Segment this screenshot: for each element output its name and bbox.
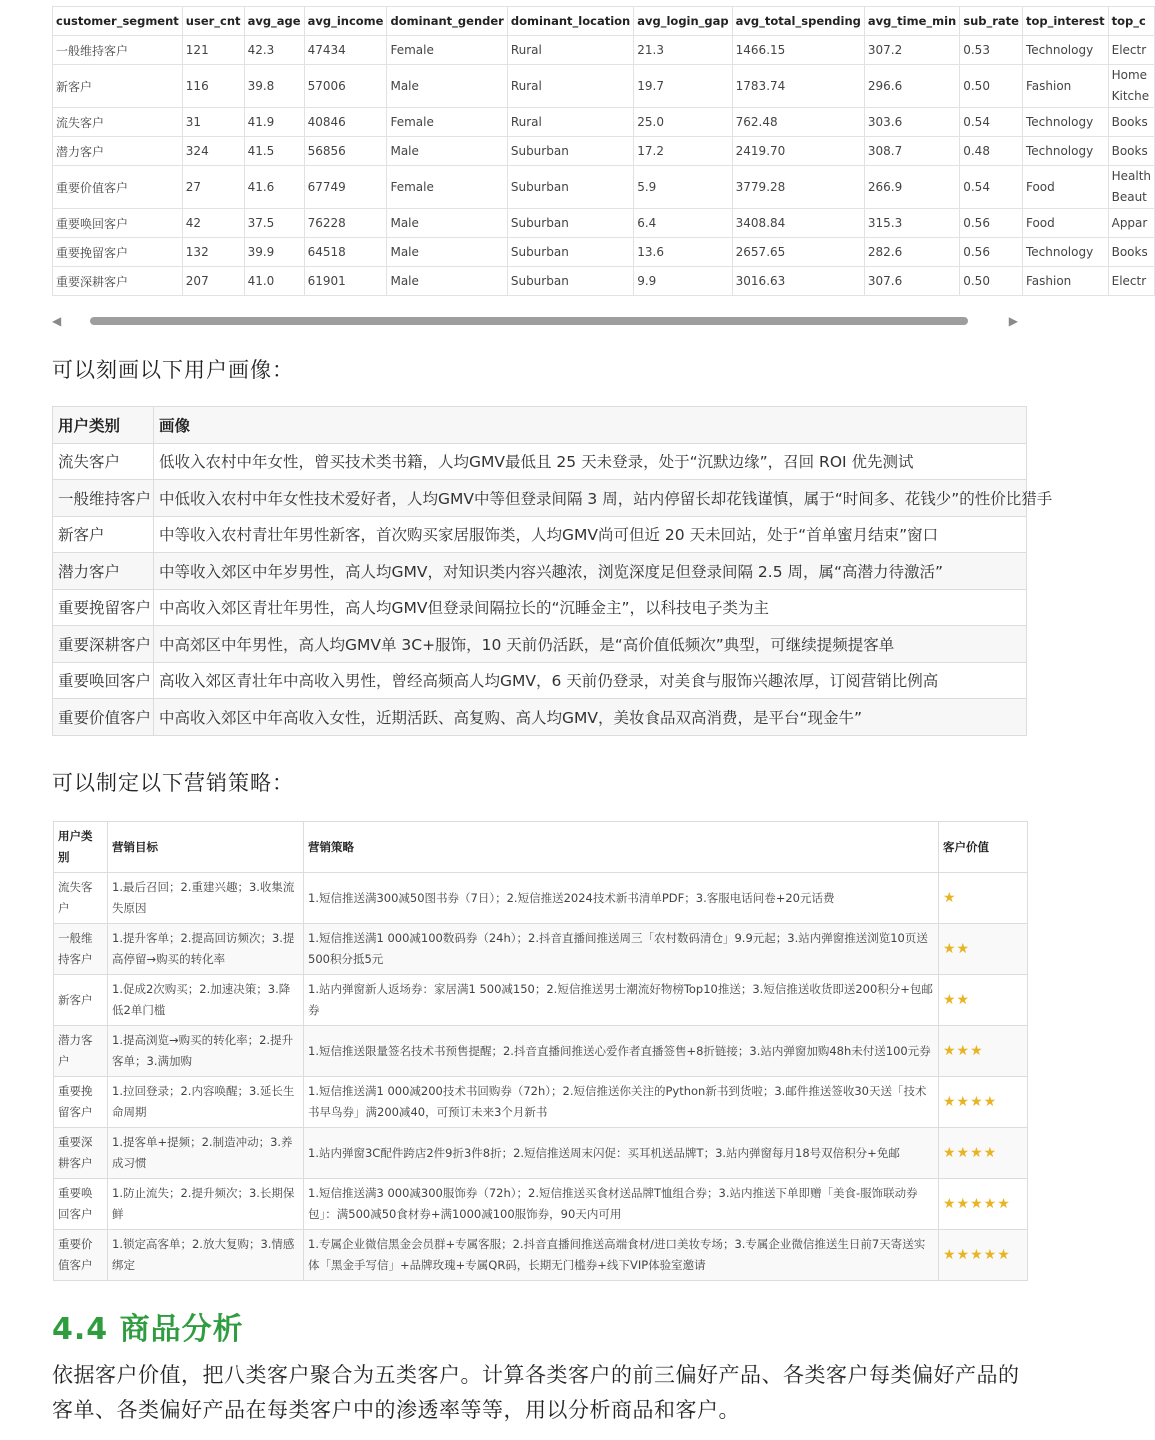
dataframe-row: [53, 108, 1155, 137]
triangle-right-icon[interactable]: ▶: [1008, 314, 1018, 328]
dataframe-cell: 9.9: [634, 267, 732, 296]
scrollbar-track[interactable]: [70, 317, 1006, 325]
dataframe-cell: 76228: [304, 209, 387, 238]
dataframe-cell: 2657.65: [732, 238, 864, 267]
dataframe-header-cell: top_interest: [1022, 7, 1108, 36]
star-rating-icon: ★★: [943, 991, 971, 1008]
triangle-left-icon[interactable]: ◀: [52, 314, 62, 328]
strategy-header-row: [54, 822, 1028, 873]
dataframe-cell: Suburban: [507, 238, 633, 267]
dataframe-cell: Electr: [1108, 267, 1154, 296]
dataframe-cell: Electr: [1108, 36, 1154, 65]
dataframe-cell: Female: [387, 166, 507, 209]
dataframe-cell: Female: [387, 36, 507, 65]
portrait-row: [53, 443, 1027, 480]
dataframe-cell: 重要价值客户: [53, 166, 183, 209]
strategy-category-cell: 重要深耕客户: [54, 1128, 108, 1179]
dataframe-cell: Male: [387, 209, 507, 238]
strategy-header-strategy: 营销策略: [304, 822, 939, 873]
dataframe-cell: 重要挽留客户: [53, 238, 183, 267]
dataframe-cell: 42.3: [244, 36, 304, 65]
dataframe-cell: 17.2: [634, 137, 732, 166]
dataframe-cell: 41.6: [244, 166, 304, 209]
dataframe-cell: 3016.63: [732, 267, 864, 296]
dataframe-cell: Female: [387, 108, 507, 137]
dataframe-cell-line: Health: [1111, 169, 1152, 183]
strategy-description-cell: 1.站内弹窗3C配件跨店2件9折3件8折；2.短信推送周末闪促：买耳机送品牌T；3.站内弹窗每月18号双倍积分+免邮: [304, 1128, 939, 1179]
dataframe-cell: 流失客户: [53, 108, 183, 137]
strategy-header-category: 用户类别: [54, 822, 108, 873]
star-rating-icon: ★★★: [943, 1042, 984, 1059]
strategy-category-cell: 一般维持客户: [54, 924, 108, 975]
dataframe-cell: 39.9: [244, 238, 304, 267]
dataframe-header-cell: user_cnt: [182, 7, 244, 36]
dataframe-cell: 41.0: [244, 267, 304, 296]
dataframe-cell: [1108, 65, 1154, 108]
dataframe-cell: 762.48: [732, 108, 864, 137]
portrait-row: [53, 516, 1027, 553]
portrait-description-cell: 中等收入农村青壮年男性新客，首次购买家居服饰类，人均GMV尚可但近 20 天未回站，处于“首单蜜月结束”窗口: [154, 516, 1027, 553]
dataframe-cell: 13.6: [634, 238, 732, 267]
portrait-row: [53, 553, 1027, 590]
dataframe-header-cell: top_c: [1108, 7, 1154, 36]
portrait-description-cell: 高收入郊区青壮年中高收入男性，曾经高频高人均GMV，6 天前仍登录，对美食与服饰兴趣浓厚，订阅营销比例高: [154, 662, 1027, 699]
portrait-category-cell: 一般维持客户: [53, 480, 154, 517]
section-paragraph: 依据客户价值，把八类客户聚合为五类客户。计算各类客户的前三偏好产品、各类客户每类偏好产品的客单、各类偏好产品在每类客户中的渗透率等等，用以分析商品和客户。: [52, 1363, 1020, 1422]
strategy-row: [54, 924, 1028, 975]
dataframe-cell: Suburban: [507, 166, 633, 209]
dataframe-cell: 3779.28: [732, 166, 864, 209]
strategy-row: [54, 1077, 1028, 1128]
dataframe-cell: 57006: [304, 65, 387, 108]
strategy-value-cell: [939, 1230, 1028, 1281]
dataframe-header-cell: avg_income: [304, 7, 387, 36]
dataframe-cell: 31: [182, 108, 244, 137]
portrait-description-cell: 中等收入郊区中年岁男性，高人均GMV，对知识类内容兴趣浓，浏览深度足但登录间隔 2.5 周，属“高潜力待激活”: [154, 553, 1027, 590]
dataframe-header-cell: dominant_gender: [387, 7, 507, 36]
strategy-header-goal: 营销目标: [108, 822, 304, 873]
dataframe-header-cell: avg_login_gap: [634, 7, 732, 36]
dataframe-cell: Suburban: [507, 137, 633, 166]
dataframe-cell: 207: [182, 267, 244, 296]
star-rating-icon: ★★★★★: [943, 1246, 1011, 1263]
strategy-goal-cell: 1.提客单+提频；2.制造冲动；3.养成习惯: [108, 1128, 304, 1179]
portrait-category-cell: 重要唤回客户: [53, 662, 154, 699]
strategy-goal-cell: 1.最后召回；2.重建兴趣；3.收集流失原因: [108, 873, 304, 924]
dataframe-cell: Appar: [1108, 209, 1154, 238]
star-rating-icon: ★★: [943, 940, 971, 957]
strategy-value-cell: [939, 1179, 1028, 1230]
portrait-description-cell: 低收入农村中年女性，曾买技术类书籍，人均GMV最低且 25 天未登录，处于“沉默边缘”，召回 ROI 优先测试: [154, 443, 1027, 480]
strategy-description-cell: 1.专属企业微信黑金会员群+专属客服；2.抖音直播间推送高端食材/进口美妆专场；3.专属企业微信推送生日前7天寄送实体「黑金手写信」+品牌玫瑰+专属QR码，长期无门槛券+线下VIP体验室邀请: [304, 1230, 939, 1281]
dataframe-header-cell: avg_total_spending: [732, 7, 864, 36]
dataframe-cell: 42: [182, 209, 244, 238]
horizontal-scrollbar[interactable]: [52, 312, 1024, 330]
dataframe-cell: 0.50: [960, 65, 1023, 108]
strategy-value-cell: [939, 975, 1028, 1026]
star-rating-icon: ★★★★: [943, 1144, 998, 1161]
dataframe-header-row: [53, 7, 1155, 36]
dataframe-cell: 重要唤回客户: [53, 209, 183, 238]
dataframe-cell: 121: [182, 36, 244, 65]
portrait-category-cell: 新客户: [53, 516, 154, 553]
portrait-header-row: [53, 407, 1027, 444]
strategy-value-cell: [939, 1077, 1028, 1128]
dataframe-cell: 324: [182, 137, 244, 166]
portrait-heading: 可以刻画以下用户画像：: [52, 358, 294, 382]
dataframe-cell: Fashion: [1022, 267, 1108, 296]
dataframe-cell: Food: [1022, 209, 1108, 238]
dataframe-row: [53, 65, 1155, 108]
strategy-heading: 可以制定以下营销策略：: [52, 771, 294, 795]
dataframe-cell: 67749: [304, 166, 387, 209]
dataframe-cell: 41.5: [244, 137, 304, 166]
dataframe-cell: 27: [182, 166, 244, 209]
dataframe-cell: 19.7: [634, 65, 732, 108]
dataframe-cell: Suburban: [507, 267, 633, 296]
dataframe-header-cell: avg_age: [244, 7, 304, 36]
portrait-category-cell: 重要深耕客户: [53, 626, 154, 663]
portrait-category-cell: 流失客户: [53, 443, 154, 480]
dataframe-cell: 3408.84: [732, 209, 864, 238]
strategy-table: [53, 821, 1028, 1281]
strategy-goal-cell: 1.防止流失；2.提升频次；3.长期保鲜: [108, 1179, 304, 1230]
dataframe-cell: Books: [1108, 137, 1154, 166]
strategy-goal-cell: 1.提高浏览→购买的转化率；2.提升客单；3.满加购: [108, 1026, 304, 1077]
dataframe-header-cell: sub_rate: [960, 7, 1023, 36]
dataframe-cell: Male: [387, 137, 507, 166]
dataframe-cell: 2419.70: [732, 137, 864, 166]
star-rating-icon: ★: [943, 889, 957, 906]
portrait-header-category: 用户类别: [53, 407, 154, 444]
dataframe-cell: 132: [182, 238, 244, 267]
strategy-description-cell: 1.短信推送满1 000减200技术书回购券（72h）；2.短信推送你关注的Python新书到货啦；3.邮件推送签收30天送「技术书早鸟券」满200减40，可预订未来3个月新书: [304, 1077, 939, 1128]
dataframe-cell: 0.53: [960, 36, 1023, 65]
dataframe-cell: 37.5: [244, 209, 304, 238]
strategy-header-value: 客户价值: [939, 822, 1028, 873]
strategy-description-cell: 1.短信推送满300减50图书券（7日）；2.短信推送2024技术新书清单PDF；3.客服电话问卷+20元话费: [304, 873, 939, 924]
dataframe-cell: 0.48: [960, 137, 1023, 166]
dataframe-cell: Male: [387, 238, 507, 267]
dataframe-row: [53, 238, 1155, 267]
dataframe-cell: 61901: [304, 267, 387, 296]
strategy-description-cell: 1.短信推送限量签名技术书预售提醒；2.抖音直播间推送心爱作者直播签售+8折链接；3.站内弹窗加购48h未付送100元券: [304, 1026, 939, 1077]
dataframe-cell: 0.56: [960, 238, 1023, 267]
portrait-description-cell: 中高收入郊区中年高收入女性，近期活跃、高复购、高人均GMV，美妆食品双高消费，是平台“现金牛”: [154, 699, 1027, 736]
dataframe-cell: 64518: [304, 238, 387, 267]
portrait-row: [53, 699, 1027, 736]
strategy-goal-cell: 1.提升客单；2.提高回访频次；3.提高停留→购买的转化率: [108, 924, 304, 975]
strategy-row: [54, 1179, 1028, 1230]
strategy-row: [54, 1230, 1028, 1281]
dataframe-cell-line: Beaut: [1111, 190, 1147, 204]
dataframe-cell: 0.56: [960, 209, 1023, 238]
dataframe-cell: Male: [387, 65, 507, 108]
dataframe-cell: 266.9: [864, 166, 959, 209]
strategy-category-cell: 流失客户: [54, 873, 108, 924]
dataframe-row: [53, 36, 1155, 65]
dataframe-cell: [1108, 166, 1154, 209]
portrait-row: [53, 589, 1027, 626]
portrait-row: [53, 662, 1027, 699]
dataframe-cell: 0.54: [960, 166, 1023, 209]
dataframe-cell: Fashion: [1022, 65, 1108, 108]
dataframe-cell-line: Home: [1111, 68, 1148, 82]
strategy-value-cell: [939, 1026, 1028, 1077]
dataframe-row: [53, 209, 1155, 238]
dataframe-cell: 新客户: [53, 65, 183, 108]
dataframe-cell: 21.3: [634, 36, 732, 65]
star-rating-icon: ★★★★: [943, 1093, 998, 1110]
portrait-row: [53, 626, 1027, 663]
dataframe-table: [52, 6, 1155, 296]
dataframe-cell: 5.9: [634, 166, 732, 209]
strategy-description-cell: 1.短信推送满1 000减100数码券（24h）；2.抖音直播间推送周三「农村数码清仓」9.9元起；3.站内弹窗推送浏览10页送500积分抵5元: [304, 924, 939, 975]
dataframe-header-cell: avg_time_min: [864, 7, 959, 36]
dataframe-cell: Technology: [1022, 36, 1108, 65]
dataframe-header-cell: dominant_location: [507, 7, 633, 36]
dataframe-header-cell: customer_segment: [53, 7, 183, 36]
dataframe-cell: Books: [1108, 108, 1154, 137]
dataframe-cell: 39.8: [244, 65, 304, 108]
dataframe-row: [53, 166, 1155, 209]
dataframe-cell: 307.2: [864, 36, 959, 65]
dataframe-cell: 25.0: [634, 108, 732, 137]
portrait-category-cell: 潜力客户: [53, 553, 154, 590]
dataframe-cell: Books: [1108, 238, 1154, 267]
section-title: 4.4 商品分析: [52, 1312, 244, 1347]
dataframe-cell: 6.4: [634, 209, 732, 238]
portrait-category-cell: 重要价值客户: [53, 699, 154, 736]
strategy-value-cell: [939, 873, 1028, 924]
strategy-category-cell: 潜力客户: [54, 1026, 108, 1077]
strategy-row: [54, 1128, 1028, 1179]
portrait-description-cell: 中低收入农村中年女性技术爱好者，人均GMV中等但登录间隔 3 周，站内停留长却花钱谨慎，属于“时间多、花钱少”的性价比猎手: [154, 480, 1027, 517]
dataframe-cell: 0.54: [960, 108, 1023, 137]
dataframe-table-container[interactable]: [52, 6, 1152, 306]
dataframe-cell: Rural: [507, 108, 633, 137]
dataframe-cell: 40846: [304, 108, 387, 137]
portrait-description-cell: 中高郊区中年男性，高人均GMV单 3C+服饰，10 天前仍活跃，是“高价值低频次”典型，可继续提频提客单: [154, 626, 1027, 663]
dataframe-cell: 潜力客户: [53, 137, 183, 166]
strategy-description-cell: 1.站内弹窗新人返场券：家居满1 500减150；2.短信推送男士潮流好物榜Top10推送；3.短信推送收货即送200积分+包邮券: [304, 975, 939, 1026]
dataframe-cell: 116: [182, 65, 244, 108]
dataframe-cell: 303.6: [864, 108, 959, 137]
dataframe-cell: 307.6: [864, 267, 959, 296]
dataframe-row: [53, 137, 1155, 166]
portrait-description-cell: 中高收入郊区青壮年男性，高人均GMV但登录间隔拉长的“沉睡金主”，以科技电子类为主: [154, 589, 1027, 626]
portrait-row: [53, 480, 1027, 517]
portrait-category-cell: 重要挽留客户: [53, 589, 154, 626]
dataframe-cell: Rural: [507, 65, 633, 108]
dataframe-cell: Male: [387, 267, 507, 296]
dataframe-cell: 315.3: [864, 209, 959, 238]
strategy-goal-cell: 1.拉回登录；2.内容唤醒；3.延长生命周期: [108, 1077, 304, 1128]
dataframe-cell: 41.9: [244, 108, 304, 137]
strategy-category-cell: 重要唤回客户: [54, 1179, 108, 1230]
dataframe-cell: 1466.15: [732, 36, 864, 65]
dataframe-cell: 重要深耕客户: [53, 267, 183, 296]
strategy-category-cell: 重要挽留客户: [54, 1077, 108, 1128]
strategy-description-cell: 1.短信推送满3 000减300服饰券（72h）；2.短信推送买食材送品牌T恤组合券；3.站内推送下单即赠「美食-服饰联动券包」：满500减50食材券+满1000减100服饰券，90天内可用: [304, 1179, 939, 1230]
dataframe-cell: Technology: [1022, 137, 1108, 166]
dataframe-cell: 282.6: [864, 238, 959, 267]
portrait-header-portrait: 画像: [154, 407, 1027, 444]
portrait-table: [52, 406, 1053, 736]
strategy-row: [54, 873, 1028, 924]
dataframe-cell: Rural: [507, 36, 633, 65]
dataframe-cell: 56856: [304, 137, 387, 166]
strategy-goal-cell: 1.锁定高客单；2.放大复购；3.情感绑定: [108, 1230, 304, 1281]
dataframe-cell: 308.7: [864, 137, 959, 166]
strategy-row: [54, 1026, 1028, 1077]
dataframe-cell-line: Kitche: [1111, 89, 1150, 103]
strategy-row: [54, 975, 1028, 1026]
strategy-value-cell: [939, 924, 1028, 975]
dataframe-cell: Technology: [1022, 238, 1108, 267]
dataframe-cell: 一般维持客户: [53, 36, 183, 65]
dataframe-cell: 1783.74: [732, 65, 864, 108]
strategy-goal-cell: 1.促成2次购买；2.加速决策；3.降低2单门槛: [108, 975, 304, 1026]
star-rating-icon: ★★★★★: [943, 1195, 1011, 1212]
scrollbar-thumb[interactable]: [90, 317, 968, 325]
dataframe-cell: 296.6: [864, 65, 959, 108]
dataframe-cell: Technology: [1022, 108, 1108, 137]
strategy-category-cell: 重要价值客户: [54, 1230, 108, 1281]
dataframe-cell: 47434: [304, 36, 387, 65]
dataframe-cell: Suburban: [507, 209, 633, 238]
dataframe-cell: 0.50: [960, 267, 1023, 296]
strategy-value-cell: [939, 1128, 1028, 1179]
strategy-category-cell: 新客户: [54, 975, 108, 1026]
dataframe-cell: Food: [1022, 166, 1108, 209]
dataframe-row: [53, 267, 1155, 296]
